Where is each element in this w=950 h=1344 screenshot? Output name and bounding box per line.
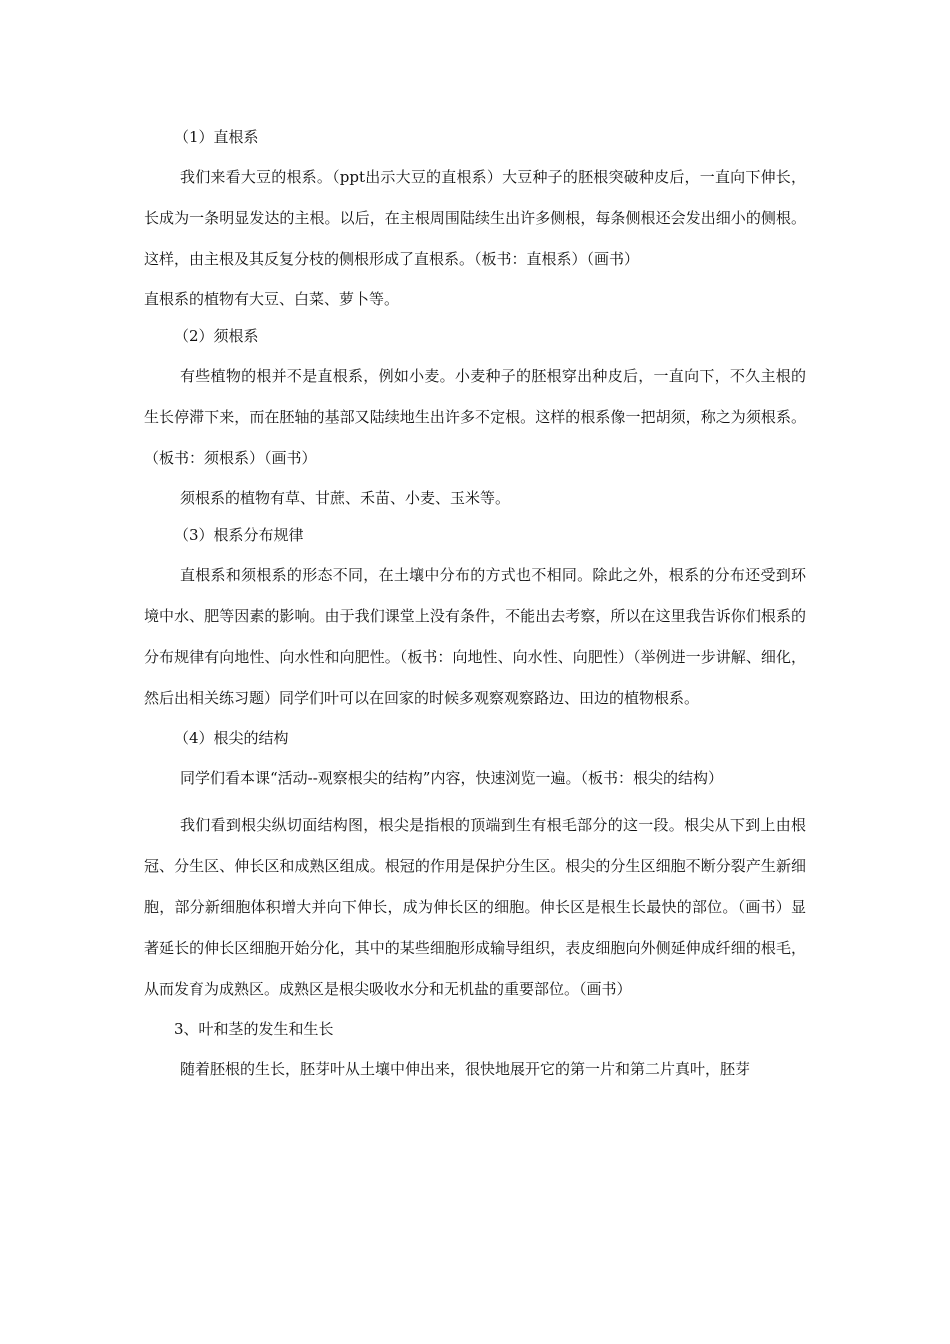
paragraph-root-tip-zones: 我们看到根尖纵切面结构图，根尖是指根的顶端到生有根毛部分的这一段。根尖从下到上由根冠、分生区、伸长区和成熟区组成。根冠的作用是保护分生区。根尖的分生区细胞不断分裂产生新细胞，部分新细胞体积增大并向下伸长，成为伸长区的细胞。伸长区是根生长最快的部位。（画书）显著延长的伸长区细胞开始分化，其中的某些细胞形成输导组织，表皮细胞向外侧延伸成纤细的根毛，从而发育为成熟区。成熟区是根尖吸收水分和无机盐的重要部位。（画书） bbox=[144, 816, 806, 998]
document-body bbox=[144, 124, 806, 1090]
paragraph-fibrous-examples: 须根系的植物有草、甘蔗、禾苗、小麦、玉米等。 bbox=[180, 489, 511, 507]
paragraph-taproot-examples: 直根系的植物有大豆、白菜、萝卜等。 bbox=[144, 290, 400, 308]
paragraph-root-tip-activity: 同学们看本课“活动--观察根尖的结构”内容，快速浏览一遍。（板书：根尖的结构） bbox=[180, 769, 723, 787]
paragraph-wheat-roots: 有些植物的根并不是直根系，例如小麦。小麦种子的胚根穿出种皮后，一直向下，不久主根的生长停滞下来，而在胚轴的基部又陆续地生出许多不定根。这样的根系像一把胡须，称之为须根系。（板书：须根系）（画书） bbox=[144, 367, 806, 467]
heading-root-tip-structure: （4）根尖的结构 bbox=[174, 729, 289, 747]
paragraph-root-distribution: 直根系和须根系的形态不同，在土壤中分布的方式也不相同。除此之外，根系的分布还受到环境中水、肥等因素的影响。由于我们课堂上没有条件，不能出去考察，所以在这里我告诉你们根系的分布规律有向地性、向水性和向肥性。（板书：向地性、向水性、向肥性）（举例进一步讲解、细化，然后出相关练习题）同学们叶可以在回家的时候多观察观察路边、田边的植物根系。 bbox=[144, 566, 806, 707]
paragraph-soybean-roots: 我们来看大豆的根系。（ppt出示大豆的直根系）大豆种子的胚根突破种皮后，一直向下伸长，长成为一条明显发达的主根。以后，在主根周围陆续生出许多侧根，每条侧根还会发出细小的侧根。这样，由主根及其反复分枝的侧根形成了直根系。（板书：直根系）（画书） bbox=[144, 168, 806, 268]
heading-taproot-system: （1）直根系 bbox=[174, 128, 259, 146]
heading-fibrous-root-system: （2）须根系 bbox=[174, 327, 259, 345]
heading-leaf-stem-growth: 3、叶和茎的发生和生长 bbox=[174, 1020, 334, 1038]
paragraph-leaf-stem-growth: 随着胚根的生长，胚芽叶从土壤中伸出来，很快地展开它的第一片和第二片真叶，胚芽 bbox=[180, 1060, 751, 1078]
heading-root-distribution: （3）根系分布规律 bbox=[174, 526, 304, 544]
